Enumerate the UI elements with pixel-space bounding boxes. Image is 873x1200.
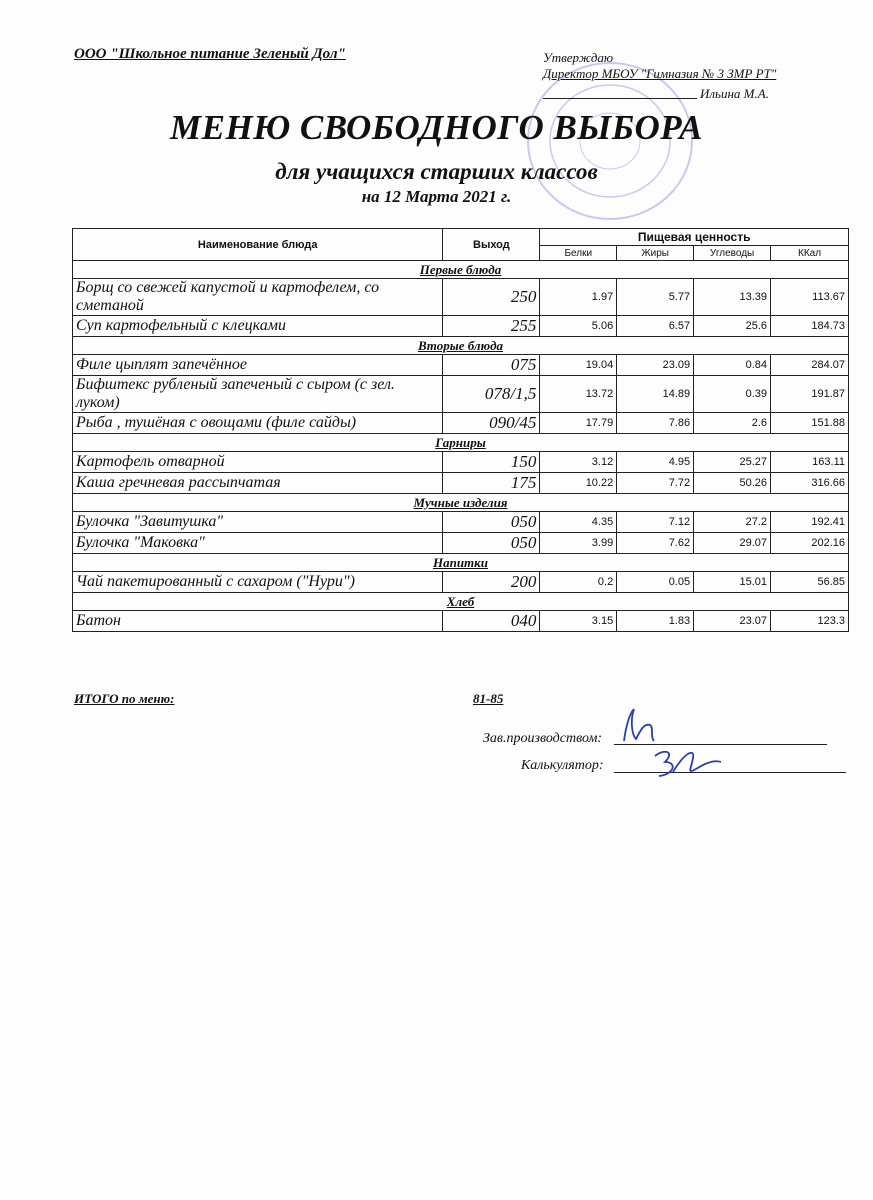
menu-date: на 12 Марта 2021 г. <box>361 187 512 206</box>
dish-output: 090/45 <box>443 413 540 434</box>
dish-kcal: 202.16 <box>771 533 849 554</box>
dish-fat: 7.86 <box>617 413 694 434</box>
dish-fat: 7.72 <box>617 473 694 494</box>
col-header-carbs: Углеводы <box>694 246 771 261</box>
dish-carbs: 0.39 <box>694 376 771 413</box>
category-row <box>73 554 849 572</box>
dish-protein: 3.12 <box>540 452 617 473</box>
calculator-signature-label: Калькулятор: <box>521 758 604 773</box>
dish-kcal: 163.11 <box>771 452 849 473</box>
dish-carbs: 27.2 <box>694 512 771 533</box>
menu-table <box>72 228 849 632</box>
dish-carbs: 23.07 <box>694 611 771 632</box>
dish-name: Булочка "Маковка" <box>73 533 443 554</box>
dish-name: Булочка "Завитушка" <box>73 512 443 533</box>
dish-output: 040 <box>443 611 540 632</box>
category-title: Напитки <box>73 554 849 572</box>
table-row <box>73 376 849 413</box>
dish-fat: 7.62 <box>617 533 694 554</box>
dish-fat: 0.05 <box>617 572 694 593</box>
category-title: Вторые блюда <box>73 337 849 355</box>
dish-name: Батон <box>73 611 443 632</box>
production-signature-label: Зав.производством: <box>483 731 603 746</box>
table-row <box>73 611 849 632</box>
dish-protein: 19.04 <box>540 355 617 376</box>
dish-carbs: 2.6 <box>694 413 771 434</box>
dish-kcal: 192.41 <box>771 512 849 533</box>
dish-protein: 1.97 <box>540 279 617 316</box>
dish-kcal: 56.85 <box>771 572 849 593</box>
dish-carbs: 13.39 <box>694 279 771 316</box>
dish-carbs: 29.07 <box>694 533 771 554</box>
dish-carbs: 25.27 <box>694 452 771 473</box>
dish-kcal: 316.66 <box>771 473 849 494</box>
dish-kcal: 113.67 <box>771 279 849 316</box>
dish-fat: 6.57 <box>617 316 694 337</box>
category-row <box>73 337 849 355</box>
page-subtitle: для учащихся старших классов <box>275 159 598 184</box>
dish-kcal: 184.73 <box>771 316 849 337</box>
dish-output: 050 <box>443 533 540 554</box>
dish-protein: 13.72 <box>540 376 617 413</box>
dish-protein: 4.35 <box>540 512 617 533</box>
dish-fat: 14.89 <box>617 376 694 413</box>
dish-protein: 10.22 <box>540 473 617 494</box>
category-row <box>73 434 849 452</box>
dish-output: 078/1,5 <box>443 376 540 413</box>
dish-name: Рыба , тушёная с овощами (филе сайды) <box>73 413 443 434</box>
dish-fat: 4.95 <box>617 452 694 473</box>
dish-name: Филе цыплят запечённое <box>73 355 443 376</box>
dish-output: 250 <box>443 279 540 316</box>
table-row <box>73 473 849 494</box>
dish-fat: 1.83 <box>617 611 694 632</box>
dish-output: 255 <box>443 316 540 337</box>
total-value: 81-85 <box>473 691 504 706</box>
approve-position: Директор МБОУ "Гимназия № 3 ЗМР РТ" <box>543 66 777 81</box>
dish-protein: 3.15 <box>540 611 617 632</box>
dish-protein: 17.79 <box>540 413 617 434</box>
category-title: Гарниры <box>73 434 849 452</box>
category-title: Хлеб <box>73 593 849 611</box>
dish-carbs: 50.26 <box>694 473 771 494</box>
approve-name: Ильина М.А. <box>700 86 769 101</box>
dish-kcal: 191.87 <box>771 376 849 413</box>
dish-name: Борщ со свежей капустой и картофелем, со сметаной <box>73 279 443 316</box>
table-row <box>73 316 849 337</box>
production-signature-icon <box>610 705 670 747</box>
dish-name: Бифштекс рубленый запеченый с сыром (с зел. луком) <box>73 376 443 413</box>
table-row <box>73 452 849 473</box>
category-title: Первые блюда <box>73 261 849 279</box>
calculator-signature-icon <box>625 742 725 788</box>
table-row <box>73 572 849 593</box>
dish-protein: 3.99 <box>540 533 617 554</box>
page-title: МЕНЮ СВОБОДНОГО ВЫБОРА <box>170 108 703 147</box>
approve-signature-line <box>543 98 697 99</box>
dish-kcal: 151.88 <box>771 413 849 434</box>
dish-kcal: 284.07 <box>771 355 849 376</box>
dish-output: 200 <box>443 572 540 593</box>
dish-carbs: 0.84 <box>694 355 771 376</box>
col-header-nutrition: Пищевая ценность <box>540 229 849 246</box>
dish-protein: 5.06 <box>540 316 617 337</box>
category-row <box>73 494 849 512</box>
category-row <box>73 261 849 279</box>
col-header-fat: Жиры <box>617 246 694 261</box>
dish-output: 075 <box>443 355 540 376</box>
dish-protein: 0.2 <box>540 572 617 593</box>
dish-fat: 7.12 <box>617 512 694 533</box>
col-header-kcal: ККал <box>771 246 849 261</box>
category-title: Мучные изделия <box>73 494 849 512</box>
dish-name: Каша гречневая рассыпчатая <box>73 473 443 494</box>
total-label: ИТОГО по меню: <box>74 691 175 706</box>
col-header-out: Выход <box>443 229 540 261</box>
dish-kcal: 123.3 <box>771 611 849 632</box>
col-header-name: Наименование блюда <box>73 229 443 261</box>
dish-carbs: 15.01 <box>694 572 771 593</box>
dish-name: Картофель отварной <box>73 452 443 473</box>
dish-carbs: 25.6 <box>694 316 771 337</box>
dish-output: 150 <box>443 452 540 473</box>
company-name: ООО "Школьное питание Зеленый Дол" <box>74 46 346 62</box>
table-row <box>73 355 849 376</box>
approval-block <box>543 50 776 82</box>
dish-fat: 23.09 <box>617 355 694 376</box>
col-header-protein: Белки <box>540 246 617 261</box>
dish-name: Суп картофельный с клецками <box>73 316 443 337</box>
table-row <box>73 533 849 554</box>
dish-fat: 5.77 <box>617 279 694 316</box>
table-row <box>73 413 849 434</box>
dish-name: Чай пакетированный с сахаром ("Нури") <box>73 572 443 593</box>
table-row <box>73 512 849 533</box>
approve-word: Утверждаю <box>543 50 614 65</box>
dish-output: 175 <box>443 473 540 494</box>
dish-output: 050 <box>443 512 540 533</box>
category-row <box>73 593 849 611</box>
table-row <box>73 279 849 316</box>
